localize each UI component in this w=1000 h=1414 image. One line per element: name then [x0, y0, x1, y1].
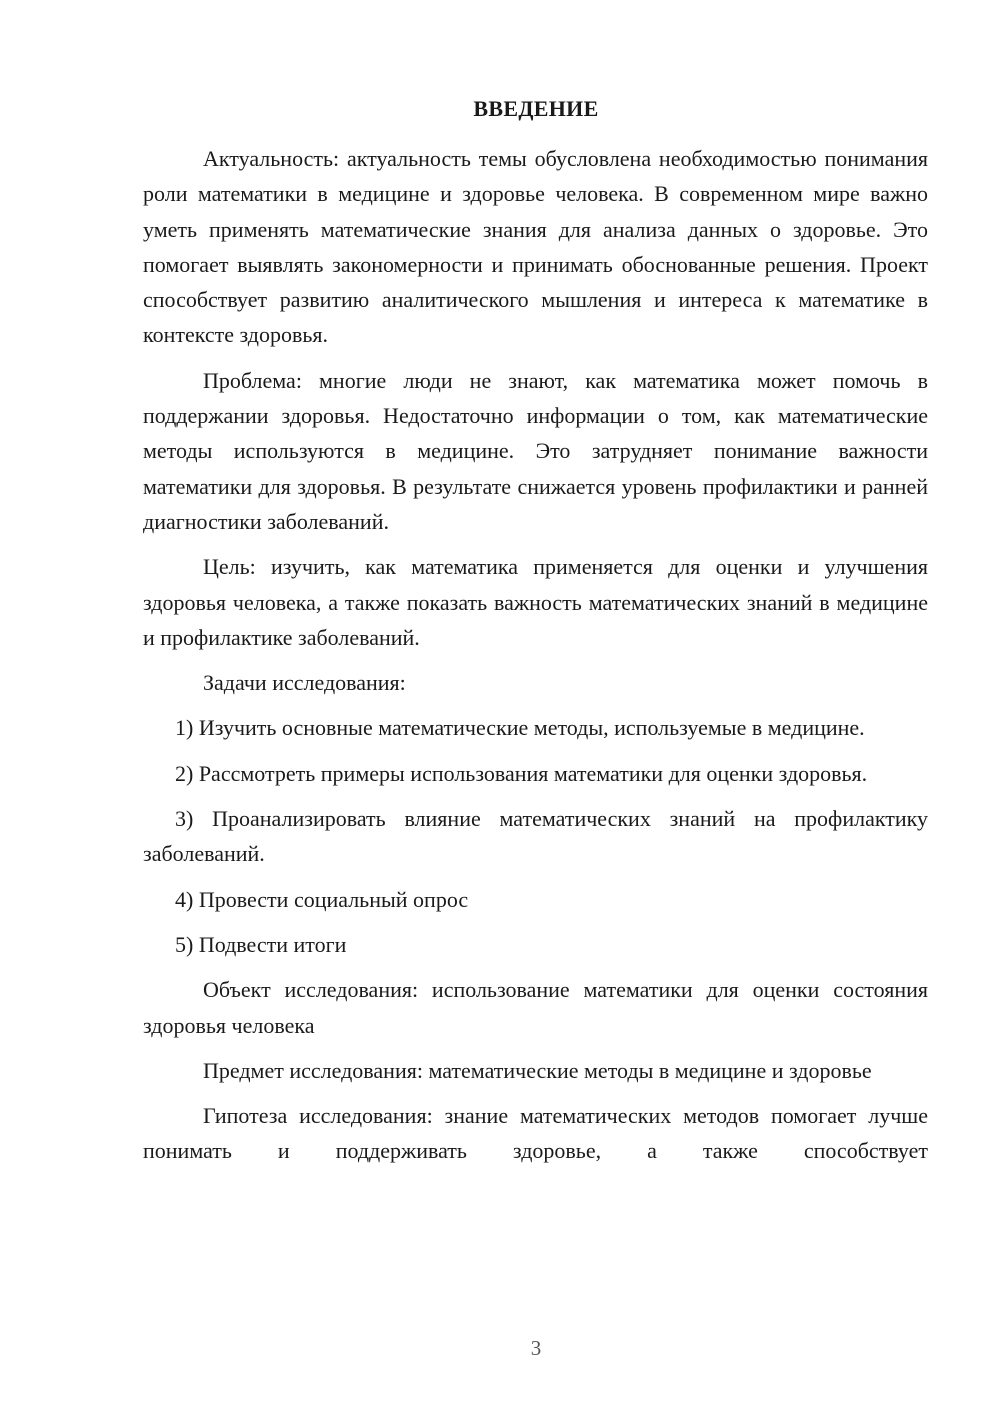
paragraph-subject: Предмет исследования: математические методы в медицине и здоровье	[203, 1057, 872, 1083]
page-number: 3	[530, 1336, 542, 1360]
paragraph-problem: Проблема: многие люди не знают, как математика может помочь в поддержании здоровья. Недостаточно информации о том, как математические методы используются в медицине. Это затрудняет понимание важности математики для здоровья. В результате снижается уровень профилактики и ранней диагностики заболеваний.	[143, 367, 928, 534]
task-item: 1) Изучить основные математические методы, используемые в медицине.	[175, 715, 865, 741]
paragraph-relevance: Актуальность: актуальность темы обусловлена необходимостью понимания роли математики в медицине и здоровье человека. В современном мире важно уметь применять математические знания для анализа данных о здоровье. Это помогает выявлять закономерности и принимать обоснованные решения. Проект способствует развитию аналитического мышления и интереса к математике в контексте здоровья.	[143, 146, 928, 348]
task-item: 4) Провести социальный опрос	[175, 886, 469, 912]
paragraph-hypothesis: Гипотеза исследования: знание математических методов помогает лучше понимать и поддерживать здоровье, а также способствует	[143, 1103, 928, 1164]
task-item: 3) Проанализировать влияние математических знаний на профилактику заболеваний.	[143, 806, 928, 867]
document-body	[143, 141, 928, 1179]
section-title: ВВЕДЕНИЕ	[473, 96, 599, 121]
paragraph-goal: Цель: изучить, как математика применяется для оценки и улучшения здоровья человека, а также показать важность математических знаний в медицине и профилактике заболеваний.	[143, 554, 928, 650]
task-item: 2) Рассмотреть примеры использования математики для оценки здоровья.	[175, 760, 868, 786]
task-item: 5) Подвести итоги	[175, 931, 347, 957]
paragraph-object: Объект исследования: использование математики для оценки состояния здоровья человека	[143, 977, 928, 1038]
tasks-heading: Задачи исследования:	[203, 670, 406, 696]
